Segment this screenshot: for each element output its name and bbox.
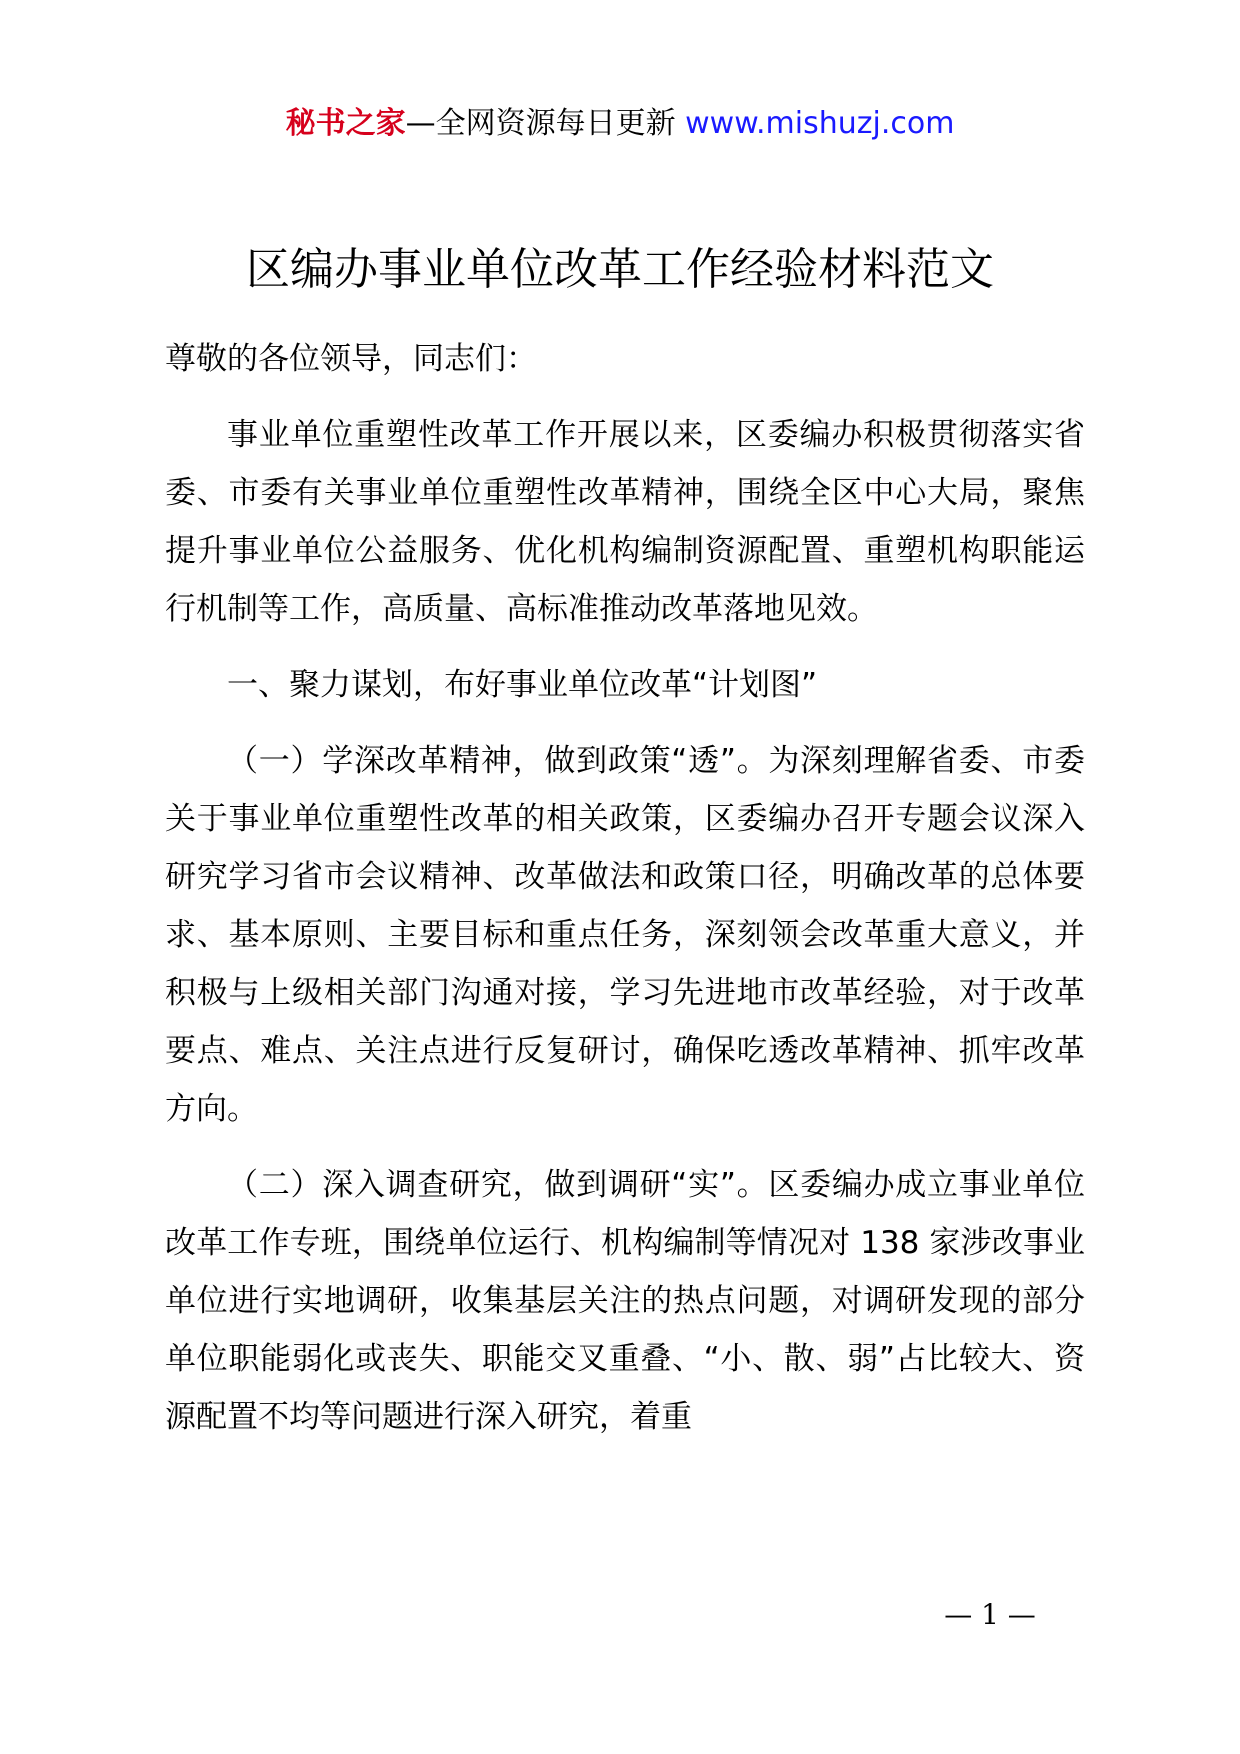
- section-item-2: （二）深入调查研究，做到调研“实”。区委编办成立事业单位改革工作专班，围绕单位运行、机构编制等情况对 138 家涉改事业单位进行实地调研，收集基层关注的热点问题，对调研发现的部分单位职能弱化或丧失、职能交叉重叠、“小、散、弱”占比较大、资源配置不均等问题进行深入研究，着重: [165, 1167, 1085, 1435]
- header-slogan: —全网资源每日更新: [405, 106, 676, 141]
- intro-paragraph: 事业单位重塑性改革工作开展以来，区委编办积极贯彻落实省委、市委有关事业单位重塑性改革精神，围绕全区中心大局，聚焦提升事业单位公益服务、优化机构编制资源配置、重塑机构职能运行机制等工作，高质量、高标准推动改革落地见效。: [165, 417, 1085, 627]
- section-heading: 一、聚力谋划，布好事业单位改革“计划图”: [227, 667, 818, 703]
- brand-name: 秘书之家: [285, 106, 406, 141]
- section-item-1: （一）学深改革精神，做到政策“透”。为深刻理解省委、市委关于事业单位重塑性改革的相关政策，区委编办召开专题会议深入研究学习省市会议精神、改革做法和政策口径，明确改革的总体要求、基本原则、主要目标和重点任务，深刻领会改革重大意义，并积极与上级相关部门沟通对接，学习先进地市改革经验，对于改革要点、难点、关注点进行反复研讨，确保吃透改革精神、抓牢改革方向。: [165, 743, 1085, 1127]
- page-number: — 1 —: [944, 1598, 1036, 1631]
- document-body: [165, 330, 1085, 1446]
- greeting: 尊敬的各位领导，同志们：: [165, 341, 537, 377]
- header-url[interactable]: www.mishuzj.com: [685, 106, 955, 141]
- site-header: [0, 102, 1240, 146]
- document-title: 区编办事业单位改革工作经验材料范文: [246, 244, 994, 295]
